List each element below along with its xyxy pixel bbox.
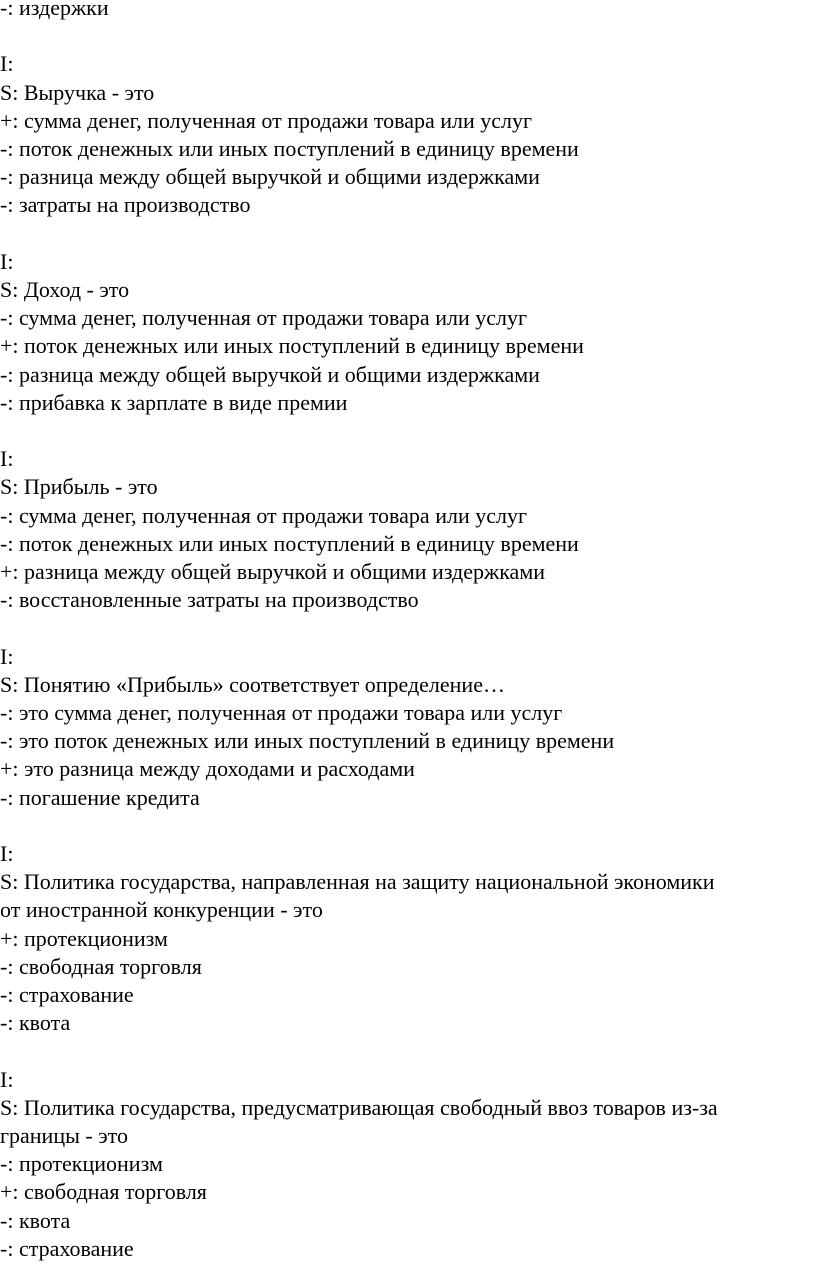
question-marker: I: bbox=[0, 841, 14, 867]
question-block bbox=[0, 445, 816, 614]
answer-option: -: сумма денег, полученная от продажи товара или услуг bbox=[0, 502, 527, 528]
answer-option: -: прибавка к зарплате в виде премии bbox=[0, 389, 348, 415]
question-stem: S: Понятию «Прибыль» соответствует определение… bbox=[0, 671, 505, 697]
answer-option: -: страхование bbox=[0, 1235, 134, 1261]
answer-option: -: поток денежных или иных поступлений в единицу времени bbox=[0, 530, 579, 556]
answer-option-correct: +: поток денежных или иных поступлений в единицу времени bbox=[0, 333, 584, 359]
question-block bbox=[0, 840, 816, 1037]
answer-option-correct: +: сумма денег, полученная от продажи товара или услуг bbox=[0, 107, 533, 133]
answer-option: -: сумма денег, полученная от продажи товара или услуг bbox=[0, 305, 527, 331]
question-block bbox=[0, 50, 816, 219]
answer-option: -: погашение кредита bbox=[0, 784, 200, 810]
answer-option: -: разница между общей выручкой и общими издержками bbox=[0, 361, 540, 387]
answer-option-correct: +: разница между общей выручкой и общими издержками bbox=[0, 559, 546, 585]
answer-option: -: поток денежных или иных поступлений в единицу времени bbox=[0, 136, 579, 161]
question-marker: I: bbox=[0, 248, 14, 274]
answer-option-correct: +: протекционизм bbox=[0, 925, 168, 951]
question-stem: S: Прибыль - это bbox=[0, 474, 158, 500]
question-stem: границы - это bbox=[0, 1123, 128, 1149]
question-marker: I: bbox=[0, 1066, 14, 1092]
question-marker: I: bbox=[0, 643, 14, 669]
answer-option-correct: +: свободная торговля bbox=[0, 1179, 207, 1205]
question-stem: от иностранной конкуренции - это bbox=[0, 897, 323, 923]
answer-option: -: затраты на производство bbox=[0, 192, 251, 218]
question-marker: I: bbox=[0, 51, 14, 77]
answer-option: -: это поток денежных или иных поступлений в единицу времени bbox=[0, 728, 615, 754]
blank-line bbox=[0, 220, 816, 248]
question-stem: S: Выручка - это bbox=[0, 79, 155, 105]
leading-line: -: издержки bbox=[0, 0, 109, 20]
answer-option: -: квота bbox=[0, 1010, 71, 1036]
question-stem: S: Политика государства, направленная на защиту национальной экономики bbox=[0, 869, 715, 895]
answer-option: -: протекционизм bbox=[0, 1151, 163, 1177]
question-marker: I: bbox=[0, 446, 14, 472]
blank-line bbox=[0, 614, 816, 642]
question-list bbox=[0, 22, 816, 1263]
answer-option: -: квота bbox=[0, 1207, 71, 1233]
blank-line bbox=[0, 22, 816, 50]
answer-option-correct: +: это разница между доходами и расходами bbox=[0, 756, 415, 782]
question-block bbox=[0, 643, 816, 812]
answer-option: -: свободная торговля bbox=[0, 953, 202, 979]
leading-lines bbox=[0, 0, 816, 22]
question-block bbox=[0, 248, 816, 417]
question-stem: S: Доход - это bbox=[0, 277, 130, 302]
answer-option: -: страхование bbox=[0, 982, 134, 1008]
blank-line bbox=[0, 417, 816, 445]
answer-option: -: это сумма денег, полученная от продажи товара или услуг bbox=[0, 700, 563, 726]
answer-option: -: восстановленные затраты на производство bbox=[0, 587, 419, 613]
blank-line bbox=[0, 812, 816, 840]
answer-option: -: разница между общей выручкой и общими издержками bbox=[0, 164, 540, 190]
question-block bbox=[0, 1066, 816, 1263]
blank-line bbox=[0, 1037, 816, 1065]
question-stem: S: Политика государства, предусматривающая свободный ввоз товаров из-за bbox=[0, 1094, 718, 1120]
